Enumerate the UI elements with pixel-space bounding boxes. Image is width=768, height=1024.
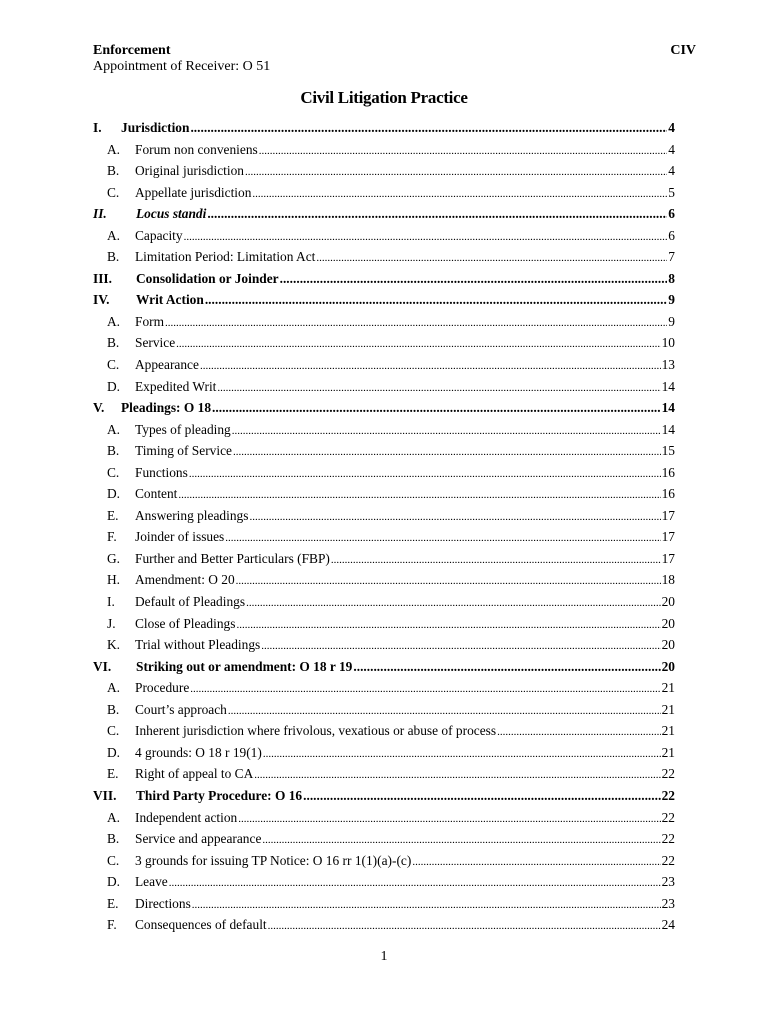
toc-subsection-entry[interactable] <box>93 917 675 939</box>
toc-subsection-entry[interactable] <box>93 228 675 250</box>
toc-entry-number: D. <box>107 744 121 760</box>
toc-dot-leader <box>412 856 660 868</box>
toc-entry-number: E. <box>107 766 119 782</box>
toc-subsection-entry[interactable] <box>93 185 675 207</box>
toc-entry-page: 7 <box>668 249 675 265</box>
toc-dot-leader <box>331 554 661 566</box>
toc-entry-label: Leave <box>135 874 168 890</box>
header-code: CIV <box>670 43 696 58</box>
toc-entry-label: Content <box>135 486 178 502</box>
toc-entry-label: 3 grounds for issuing TP Notice: O 16 rr 1(1)(a)-(c) <box>135 852 412 868</box>
toc-section-entry[interactable] <box>93 659 675 681</box>
toc-section-entry[interactable] <box>93 206 675 228</box>
toc-dot-leader <box>238 813 660 825</box>
toc-subsection-entry[interactable] <box>93 314 675 336</box>
toc-entry-number: F. <box>107 917 117 933</box>
toc-subsection-entry[interactable] <box>93 163 675 185</box>
toc-dot-leader <box>190 120 667 136</box>
toc-dot-leader <box>225 532 660 544</box>
toc-dot-leader <box>497 726 661 738</box>
toc-entry-page: 13 <box>661 357 675 373</box>
toc-entry-number: D. <box>107 486 121 502</box>
toc-entry-page: 20 <box>661 615 675 631</box>
toc-dot-leader <box>205 292 667 308</box>
page-title: Civil Litigation Practice <box>300 88 468 107</box>
toc-subsection-entry[interactable] <box>93 335 675 357</box>
toc-subsection-entry[interactable] <box>93 572 675 594</box>
toc-entry-number: E. <box>107 895 119 911</box>
toc-entry-page: 6 <box>668 227 675 243</box>
toc-subsection-entry[interactable] <box>93 766 675 788</box>
toc-subsection-entry[interactable] <box>93 443 675 465</box>
toc-section-entry[interactable] <box>93 271 675 293</box>
header-subsection: Appointment of Receiver: O 51 <box>93 59 271 74</box>
toc-dot-leader <box>236 619 660 631</box>
toc-entry-label: 4 grounds: O 18 r 19(1) <box>135 744 262 760</box>
toc-entry-number: E. <box>107 507 119 523</box>
toc-entry-page: 21 <box>661 723 675 739</box>
toc-entry-label: Amendment: O 20 <box>135 572 235 588</box>
toc-entry-label: Types of pleading <box>135 421 231 437</box>
toc-subsection-entry[interactable] <box>93 810 675 832</box>
toc-entry-label: Jurisdiction <box>121 120 190 135</box>
toc-entry-page: 16 <box>661 486 675 502</box>
toc-entry-page: 21 <box>661 701 675 717</box>
toc-entry-page: 21 <box>661 744 675 760</box>
toc-entry-label: Appellate jurisdiction <box>135 184 252 200</box>
toc-entry-number: A. <box>107 680 121 696</box>
toc-entry-page: 6 <box>668 206 675 222</box>
toc-subsection-entry[interactable] <box>93 357 675 379</box>
toc-subsection-entry[interactable] <box>93 745 675 767</box>
toc-entry-number: F. <box>107 529 117 545</box>
toc-entry-label: Answering pleadings <box>135 507 249 523</box>
toc-entry-page: 20 <box>661 594 675 610</box>
toc-entry-number: H. <box>107 572 121 588</box>
toc-dot-leader <box>192 899 661 911</box>
toc-entry-number: K. <box>107 637 121 653</box>
toc-entry-number: C. <box>107 357 120 373</box>
toc-entry-label: Service and appearance <box>135 831 262 847</box>
toc-entry-number: D. <box>107 874 121 890</box>
toc-entry-label: Locus standi <box>136 206 207 222</box>
toc-entry-number: VI. <box>93 658 112 674</box>
toc-dot-leader <box>316 252 667 264</box>
toc-dot-leader <box>261 640 660 652</box>
toc-section-entry[interactable] <box>93 120 675 142</box>
toc-entry-number: C. <box>107 184 120 200</box>
toc-subsection-entry[interactable] <box>93 465 675 487</box>
toc-dot-leader <box>259 145 668 157</box>
toc-dot-leader <box>249 511 660 523</box>
toc-entry-page: 16 <box>661 464 675 480</box>
toc-dot-leader <box>236 575 661 587</box>
toc-subsection-entry[interactable] <box>93 831 675 853</box>
toc-entry-label: Expedited Writ <box>135 378 217 394</box>
toc-subsection-entry[interactable] <box>93 508 675 530</box>
toc-entry-page: 23 <box>661 895 675 911</box>
toc-entry-number: A. <box>107 313 121 329</box>
toc-entry-number: B. <box>107 443 120 459</box>
toc-dot-leader <box>184 231 668 243</box>
toc-dot-leader <box>207 206 667 222</box>
toc-section-entry[interactable] <box>93 292 675 314</box>
toc-dot-leader <box>263 748 661 760</box>
toc-entry-label: Striking out or amendment: O 18 r 19 <box>136 658 353 674</box>
toc-entry-number: B. <box>107 335 120 351</box>
toc-entry-number: B. <box>107 249 120 265</box>
toc-entry-number: VII. <box>93 787 117 803</box>
toc-entry-page: 4 <box>668 141 675 157</box>
toc-dot-leader <box>353 659 660 675</box>
toc-entry-label: Writ Action <box>136 292 204 308</box>
toc-entry-number: D. <box>107 378 121 394</box>
page-number: 1 <box>380 949 388 964</box>
toc-entry-page: 23 <box>661 874 675 890</box>
toc-dot-leader <box>280 271 668 287</box>
toc-section-entry[interactable] <box>93 788 675 810</box>
toc-subsection-entry[interactable] <box>93 637 675 659</box>
toc-dot-leader <box>232 425 661 437</box>
toc-entry-label: Third Party Procedure: O 16 <box>136 787 303 803</box>
toc-entry-page: 4 <box>668 163 675 179</box>
toc-subsection-entry[interactable] <box>93 594 675 616</box>
toc-entry-label: Forum non conveniens <box>135 141 258 157</box>
toc-entry-number: B. <box>107 163 120 179</box>
toc-dot-leader <box>165 317 667 329</box>
toc-dot-leader <box>228 705 661 717</box>
toc-dot-leader <box>212 400 661 416</box>
toc-entry-number: G. <box>107 550 121 566</box>
toc-dot-leader <box>190 683 660 695</box>
toc-dot-leader <box>254 769 660 781</box>
toc-entry-page: 5 <box>668 184 675 200</box>
toc-entry-number: I. <box>93 120 102 135</box>
toc-entry-label: Further and Better Particulars (FBP) <box>135 550 330 566</box>
toc-entry-page: 21 <box>661 680 675 696</box>
toc-entry-page: 22 <box>661 852 675 868</box>
toc-entry-page: 17 <box>661 529 675 545</box>
toc-entry-label: Right of appeal to CA <box>135 766 254 782</box>
running-header <box>93 43 270 75</box>
toc-entry-page: 22 <box>661 809 675 825</box>
table-of-contents <box>93 120 675 939</box>
toc-entry-label: Independent action <box>135 809 238 825</box>
toc-entry-label: Pleadings: O 18 <box>121 400 212 416</box>
toc-entry-number: B. <box>107 701 120 717</box>
toc-section-entry[interactable] <box>93 400 675 422</box>
toc-dot-leader <box>200 360 661 372</box>
toc-dot-leader <box>245 166 667 178</box>
toc-subsection-entry[interactable] <box>93 680 675 702</box>
toc-dot-leader <box>252 188 667 200</box>
toc-entry-label: Procedure <box>135 680 190 696</box>
toc-subsection-entry[interactable] <box>93 551 675 573</box>
toc-entry-page: 22 <box>661 831 675 847</box>
toc-entry-page: 15 <box>661 443 675 459</box>
toc-entry-number: V. <box>93 400 105 416</box>
toc-entry-label: Close of Pleadings <box>135 615 236 631</box>
toc-entry-number: II. <box>93 206 107 222</box>
toc-entry-page: 22 <box>661 787 675 803</box>
toc-entry-page: 22 <box>661 766 675 782</box>
toc-dot-leader <box>268 920 661 932</box>
toc-entry-number: B. <box>107 831 120 847</box>
toc-entry-number: C. <box>107 723 120 739</box>
toc-entry-label: Form <box>135 313 165 329</box>
toc-entry-number: A. <box>107 227 121 243</box>
toc-dot-leader <box>178 489 660 501</box>
toc-subsection-entry[interactable] <box>93 142 675 164</box>
toc-entry-label: Capacity <box>135 227 183 243</box>
toc-subsection-entry[interactable] <box>93 896 675 918</box>
toc-entry-number: III. <box>93 270 112 286</box>
toc-entry-page: 9 <box>668 292 675 308</box>
toc-entry-label: Consolidation or Joinder <box>136 270 279 286</box>
toc-dot-leader <box>262 834 660 846</box>
toc-entry-page: 20 <box>661 658 675 674</box>
toc-subsection-entry[interactable] <box>93 529 675 551</box>
toc-subsection-entry[interactable] <box>93 702 675 724</box>
toc-entry-page: 4 <box>668 120 675 135</box>
toc-entry-number: C. <box>107 852 120 868</box>
toc-subsection-entry[interactable] <box>93 874 675 896</box>
toc-entry-label: Functions <box>135 464 188 480</box>
toc-entry-page: 18 <box>661 572 675 588</box>
toc-entry-label: Original jurisdiction <box>135 163 244 179</box>
toc-entry-label: Default of Pleadings <box>135 594 246 610</box>
toc-subsection-entry[interactable] <box>93 616 675 638</box>
toc-dot-leader <box>176 338 660 350</box>
header-section: Enforcement <box>93 43 171 58</box>
toc-entry-label: Service <box>135 335 176 351</box>
toc-dot-leader <box>246 597 661 609</box>
toc-entry-page: 14 <box>661 421 675 437</box>
toc-dot-leader <box>169 877 661 889</box>
toc-entry-page: 14 <box>661 400 675 416</box>
toc-entry-label: Appearance <box>135 357 199 373</box>
toc-entry-label: Timing of Service <box>135 443 232 459</box>
toc-subsection-entry[interactable] <box>93 486 675 508</box>
toc-entry-page: 10 <box>661 335 675 351</box>
toc-entry-page: 17 <box>661 507 675 523</box>
toc-entry-label: Limitation Period: Limitation Act <box>135 249 316 265</box>
toc-entry-label: Joinder of issues <box>135 529 225 545</box>
toc-entry-page: 14 <box>661 378 675 394</box>
toc-entry-page: 9 <box>668 313 675 329</box>
toc-subsection-entry[interactable] <box>93 853 675 875</box>
toc-entry-number: C. <box>107 464 120 480</box>
toc-entry-label: Inherent jurisdiction where frivolous, vexatious or abuse of process <box>135 723 497 739</box>
toc-entry-page: 20 <box>661 637 675 653</box>
toc-entry-label: Court’s approach <box>135 701 227 717</box>
toc-entry-page: 8 <box>668 270 675 286</box>
toc-entry-label: Consequences of default <box>135 917 267 933</box>
toc-entry-number: A. <box>107 809 121 825</box>
toc-subsection-entry[interactable] <box>93 422 675 444</box>
toc-subsection-entry[interactable] <box>93 379 675 401</box>
toc-dot-leader <box>303 788 660 804</box>
toc-entry-number: IV. <box>93 292 110 308</box>
toc-entry-number: J. <box>107 615 116 631</box>
toc-dot-leader <box>233 446 661 458</box>
toc-dot-leader <box>217 382 660 394</box>
toc-entry-number: A. <box>107 421 121 437</box>
toc-entry-number: I. <box>107 594 115 610</box>
toc-entry-label: Trial without Pleadings <box>135 637 261 653</box>
toc-subsection-entry[interactable] <box>93 249 675 271</box>
toc-entry-page: 17 <box>661 550 675 566</box>
toc-entry-label: Directions <box>135 895 191 911</box>
toc-entry-page: 24 <box>661 917 675 933</box>
toc-entry-number: A. <box>107 141 121 157</box>
toc-subsection-entry[interactable] <box>93 723 675 745</box>
toc-dot-leader <box>189 468 661 480</box>
